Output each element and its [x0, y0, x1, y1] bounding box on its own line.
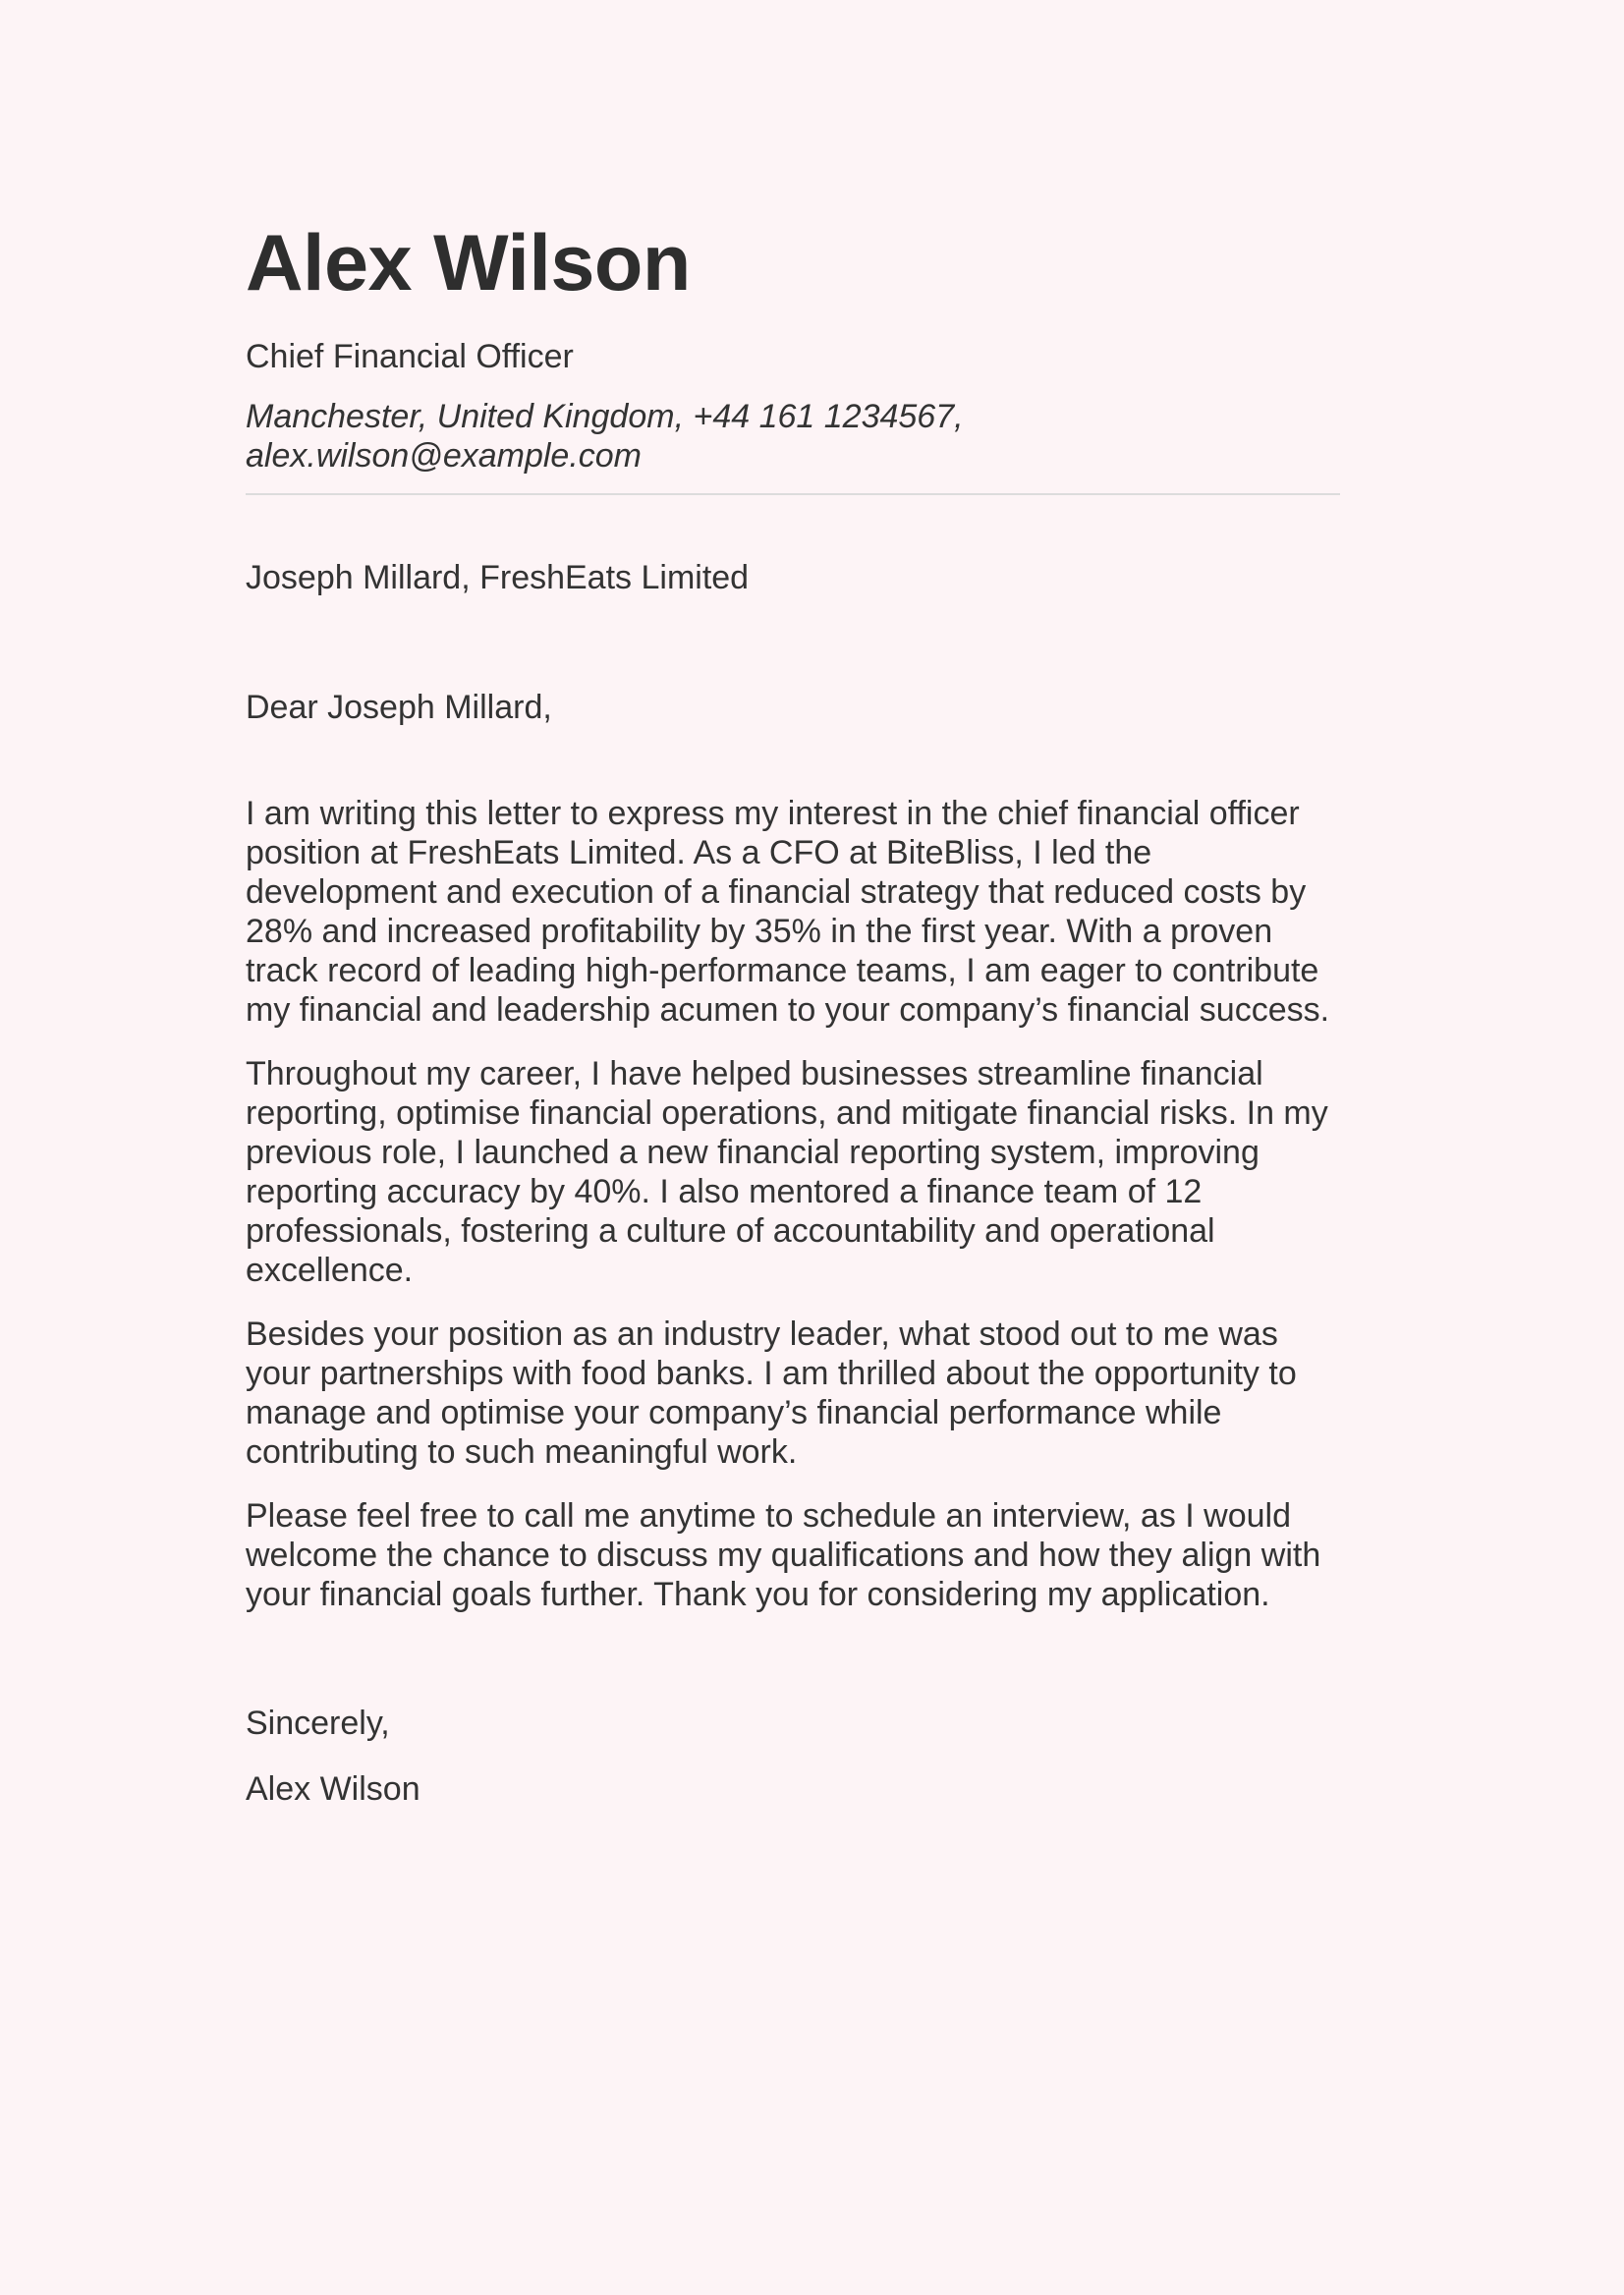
letter-content	[246, 219, 1341, 1810]
salutation: Dear Joseph Millard,	[246, 688, 552, 726]
body-paragraph: I am writing this letter to express my interest in the chief financial officer position at FreshEats Limited. As a CFO at BiteBliss, I led the development and execution of a financial strategy that reduced costs by 28% and increased profitability by 35% in the first year. With a proven track record of leading high-performance teams, I am eager to contribute my financial and leadership acumen to your company’s financial success.	[246, 795, 1330, 1030]
contact-email: alex.wilson@example.com	[246, 436, 643, 475]
header-divider	[246, 493, 1340, 495]
sender-job-title: Chief Financial Officer	[246, 338, 574, 375]
sender-contact	[246, 397, 1341, 476]
body-paragraph: Please feel free to call me anytime to schedule an interview, as I would welcome the chance to discuss my qualifications and how they align with your financial goals further. Thank you for considering my application.	[246, 1497, 1321, 1614]
sender-name: Alex Wilson	[246, 219, 691, 308]
signature-name: Alex Wilson	[246, 1770, 420, 1809]
closing: Sincerely,	[246, 1705, 390, 1743]
letter-header	[246, 219, 1341, 495]
body-paragraph: Besides your position as an industry leader, what stood out to me was your partnerships with food banks. I am thrilled about the opportunity to manage and optimise your company’s financial performance while contributing to such meaningful work.	[246, 1315, 1297, 1472]
recipient: Joseph Millard, FreshEats Limited	[246, 558, 750, 596]
body-paragraph: Throughout my career, I have helped businesses streamline financial reporting, optimise financial operations, and mitigate financial risks. In my previous role, I launched a new financial reporting system, improving reporting accuracy by 40%. I also mentored a finance team of 12 professionals, fostering a culture of accountability and operational excellence.	[246, 1055, 1328, 1290]
letter-body	[246, 794, 1341, 1614]
contact-location-phone: Manchester, United Kingdom, +44 161 1234567,	[246, 397, 964, 435]
